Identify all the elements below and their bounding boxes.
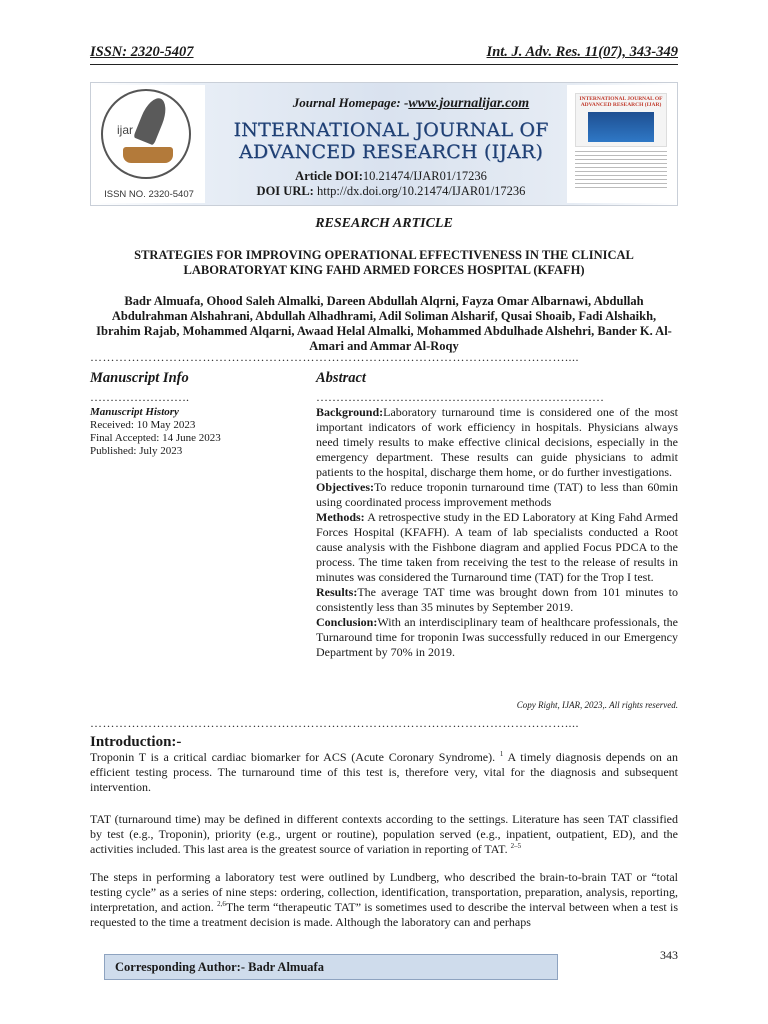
separator-dots-2: ……………………………………………………………………………………………………....	[90, 716, 579, 730]
journal-banner	[90, 82, 678, 206]
p3-text-a: The steps in performing a laboratory test were outlined by Lundberg, who described the brain-to-brain TAT or “total testing cycle” as a series of nine steps: ordering, collection, identification, transportation, preparation, analysis, reporting, interpretation, and action.	[90, 870, 678, 914]
accepted-date: Final Accepted: 14 June 2023	[90, 432, 221, 444]
received-date: Received: 10 May 2023	[90, 419, 196, 431]
p1-text-b: A timely diagnosis depends on an efficient testing process. The turnaround time of this test is, therefore very, vital for the diagnosis and subsequent intervention.	[90, 750, 678, 794]
p3-ref: 2,6	[217, 900, 226, 908]
doi-label: Article DOI:	[295, 169, 363, 183]
manuscript-history	[90, 406, 290, 458]
journal-homepage	[261, 95, 561, 112]
separator-dots: ……………………………………………………………………………………………………....	[90, 350, 579, 364]
article-type: RESEARCH ARTICLE	[315, 216, 453, 231]
intro-paragraph-2	[90, 812, 678, 857]
journal-title	[211, 119, 571, 163]
methods-label: Methods:	[316, 510, 365, 524]
background-label: Background:	[316, 405, 384, 419]
manuscript-dots: …………………….	[90, 390, 189, 404]
journal-cover-thumbnail	[567, 85, 675, 203]
corresponding-author-box: Corresponding Author:- Badr Almuafa	[104, 954, 558, 980]
abstract-methods	[316, 510, 678, 585]
homepage-label: Journal Homepage: -	[292, 95, 409, 110]
cover-image	[575, 93, 667, 147]
abstract-heading: Abstract	[316, 370, 366, 386]
results-label: Results:	[316, 585, 358, 599]
doi-value: 10.21474/IJAR01/17236	[362, 169, 487, 183]
logo-issn: ISSN NO. 2320-5407	[104, 189, 194, 200]
doi-url-label: DOI URL:	[256, 184, 314, 198]
citation-text: Int. J. Adv. Res. 11(07), 343-349	[486, 44, 678, 60]
intro-paragraph-1	[90, 750, 678, 795]
doi-block	[211, 169, 571, 199]
abstract-background	[316, 405, 678, 480]
manuscript-history-label: Manuscript History	[90, 406, 179, 418]
copyright-note: Copy Right, IJAR, 2023,. All rights reserved.	[516, 700, 678, 710]
abstract-objectives	[316, 480, 678, 510]
abstract-dots: ………………………………………………………………	[316, 390, 604, 404]
p1-ref: 1	[499, 750, 504, 758]
abstract-body	[316, 405, 678, 660]
book-icon	[123, 147, 173, 163]
page-number: 343	[660, 948, 678, 962]
journal-title-line1: INTERNATIONAL JOURNAL OF	[233, 119, 549, 141]
conclusion-text: With an interdisciplinary team of healthcare professionals, the Turnaround time for troponin Iwas successfully reduced in our Emergency Department by 70% in 2019.	[316, 615, 678, 659]
cover-text-lines	[575, 151, 667, 191]
p2-text: TAT (turnaround time) may be defined in different contexts according to the settings. Literature has seen TAT classified by test (e.g., Troponin), priority (e.g., urgent or routine), population served (e.g., inpatient, outpatient, ED), and the activities included. This last area is the greatest source of variation in reporting of TAT.	[90, 812, 678, 856]
p1-text-a: Troponin T is a critical cardiac biomarker for ACS (Acute Coronary Syndrome).	[90, 750, 496, 764]
results-text: The average TAT time was brought down from 101 minutes to consistently less than 35 minutes by September 2019.	[316, 585, 678, 614]
cover-title: INTERNATIONAL JOURNAL OF ADVANCED RESEARCH (IJAR)	[579, 96, 663, 108]
methods-text: A retrospective study in the ED Laboratory at King Fahd Armed Forces Hospital (KFAFH). A team of lab specialists conducted a Root cause analysis with the Fishbone diagram and applied Focus PDCA to the process. The time taken from receiving the test to the release of results in minutes was considered the Turnaround time (TAT) for the Trop I test.	[316, 510, 678, 584]
objectives-label: Objectives:	[316, 480, 374, 494]
doi-url-value[interactable]: http://dx.doi.org/10.21474/IJAR01/17236	[316, 184, 526, 198]
issn-text: ISSN: 2320-5407	[90, 44, 194, 60]
article-authors: Badr Almuafa, Ohood Saleh Almalki, Dareen Abdullah Alqrni, Fayza Omar Albarnawi, Abdullah Abdulrahman Alshahrani, Abdullah Alhadhrami, Adil Soliman Alsharif, Qusai Shoaib, Fadi Alshaikh, Ibrahim Rajab, Mohammed Alqarni, Awaad Helal Almalki, Mohammed Abdulhade Alshehri, Bander K. Al-Amari and Ammar Al-Roqy	[96, 294, 672, 353]
conclusion-label: Conclusion:	[316, 615, 378, 629]
intro-paragraph-3	[90, 870, 678, 930]
logo-text: ijar	[117, 123, 134, 137]
homepage-link[interactable]: www.journalijar.com	[408, 96, 530, 111]
journal-title-line2: ADVANCED RESEARCH (IJAR)	[238, 141, 544, 163]
abstract-conclusion	[316, 615, 678, 660]
published-date: Published: July 2023	[90, 445, 183, 457]
abstract-results	[316, 585, 678, 615]
background-text: Laboratory turnaround time is considered one of the most important indicators of work efficiency in hospitals. Physicians always need timely results to make effective clinical decisions, especially in the emergency department. These results can guide physicians to admit patients to the hospital, discharge them home, or do further investigations.	[316, 405, 678, 479]
cover-graphic	[588, 112, 654, 142]
introduction-heading: Introduction:-	[90, 734, 182, 750]
article-title: STRATEGIES FOR IMPROVING OPERATIONAL EFFECTIVENESS IN THE CLINICAL LABORATORYAT KING FAHD ARMED FORCES HOSPITAL (KFAFH)	[134, 248, 634, 277]
header-rule	[90, 64, 678, 65]
p2-ref: 2–5	[510, 842, 522, 850]
ijar-logo	[93, 85, 205, 203]
manuscript-info-heading: Manuscript Info	[90, 370, 189, 386]
objectives-text: To reduce troponin turnaround time (TAT) to less than 60min using coordinated process improvement methods	[316, 480, 678, 509]
running-header	[90, 44, 678, 61]
p3-text-b: The term “therapeutic TAT” is sometimes used to describe the interval between when a test is requested to the time a treatment decision is made. Although the laboratory can and perhaps	[90, 900, 679, 929]
